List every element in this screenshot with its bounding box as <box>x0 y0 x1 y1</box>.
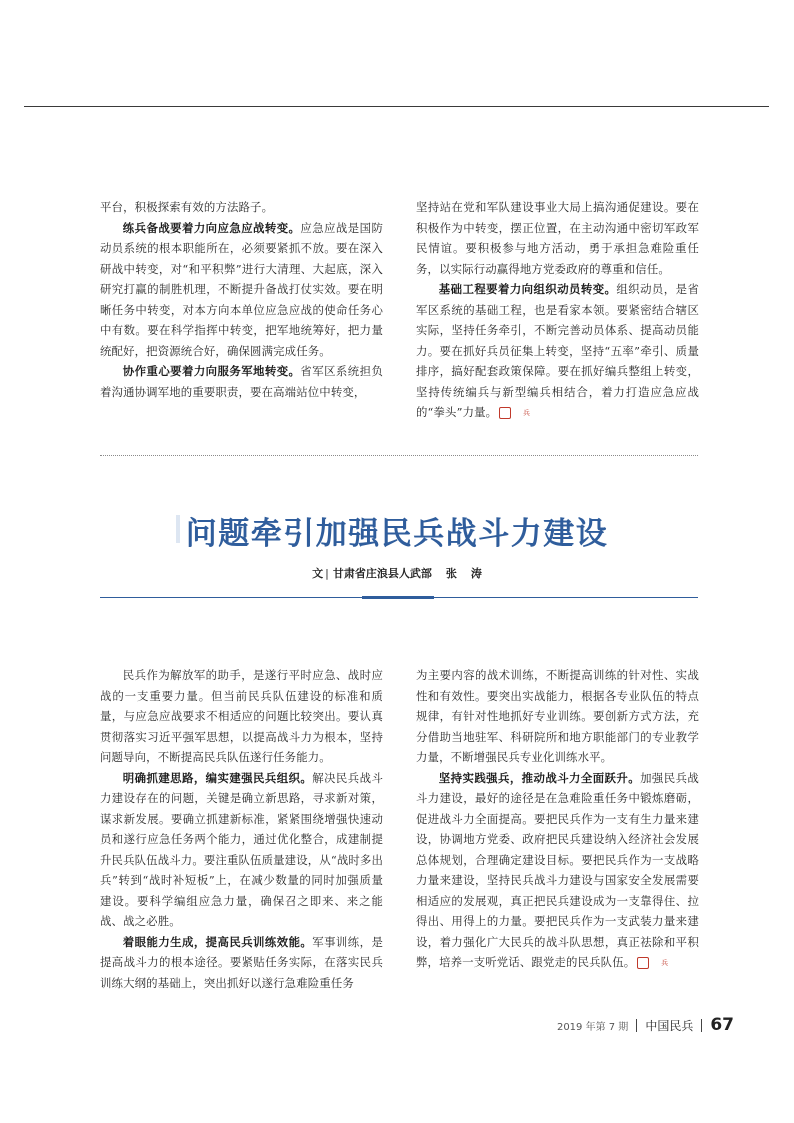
footer-divider <box>636 1019 637 1032</box>
upper-right-column <box>416 197 699 423</box>
section-heading: 坚持实践强兵，推动战斗力全面跃升。 <box>438 770 641 785</box>
byline-separator: | <box>325 567 329 580</box>
magazine-name: 中国民兵 <box>645 1018 694 1033</box>
article-left-column <box>100 665 383 993</box>
section-heading: 着眼能力生成，提高民兵训练效能。 <box>122 934 313 949</box>
upper-paragraph: 协作重心要着力向服务军地转变。省军区系统担负着沟通协调军地的重要职责，要在高端站位中转变， <box>100 364 383 399</box>
section-heading: 明确抓建思路，编实建强民兵组织。 <box>122 770 313 785</box>
end-mark-icon: 兵 <box>637 957 649 969</box>
article-right-column <box>416 665 699 973</box>
article-title: 问题牵引加强民兵战斗力建设 <box>185 516 609 552</box>
issue-label: 2019 年第 7 期 <box>556 1021 629 1033</box>
byline-author-family: 涛 <box>470 567 482 580</box>
byline-prefix: 文 <box>312 567 324 580</box>
section-heading: 基础工程要着力向组织动员转变。 <box>438 282 617 296</box>
section-heading: 练兵备战要着力向应急应战转变。 <box>122 220 301 235</box>
article-paragraph: 明确抓建思路，编实建强民兵组织。解决民兵战斗力建设存在的问题，关键是确立新思路，寻求新对策，谋求新发展。要确立抓建新标准，紧紧围绕增强快速动员和遂行应急任务两个能力，通过优化整合，成建制提升民兵队伍战斗力。要注重队伍质量建设，从“战时多出兵”转到“战时补短板”上，在减少数量的同时加强质量建设。要科学编组应急力量，确保召之即来、来之能战、战之必胜。 <box>100 770 383 928</box>
article-paragraph: 为主要内容的战术训练，不断提高训练的针对性、实战性和有效性。要突出实战能力，根据各专业队伍的特点规律，有针对性地抓好专业训练。要创新方式方法，充分借助当地驻军、科研院所和地方职能部门的专业教学力量，不断增强民兵专业化训练水平。 <box>416 668 699 764</box>
article-paragraph: 坚持实践强兵，推动战斗力全面跃升。加强民兵战斗力建设，最好的途径是在急难险重任务中锻炼磨砺，促进战斗力全面提高。要把民兵作为一支有生力量来建设，协调地方党委、政府把民兵建设纳入经济社会发展总体规划，合理确定建设目标。要把民兵作为一支战略力量来建设，坚持民兵战斗力建设与国家安全发展需要相适应的发展观，真正把民兵建设成为一支靠得住、拉得出、用得上的力量。要把民兵作为一支武装力量来建设，着力强化广大民兵的战斗队思想，真正祛除和平积弊，培养一支听党话、跟党走的民兵队伍。 兵 <box>416 770 699 969</box>
upper-left-column <box>100 197 383 402</box>
byline-org: 甘肃省庄浪县人武部 <box>332 567 432 580</box>
article-paragraph: 民兵作为解放军的助手，是遂行平时应急、战时应战的一支重要力量。但当前民兵队伍建设的标准和质量，与应急应战要求不相适应的问题比较突出。要认真贯彻落实习近平强军思想，以提高战斗力为根本，坚持问题导向，不断提高民兵队伍遂行任务能力。 <box>100 668 383 764</box>
upper-paragraph: 平台，积极探索有效的方法路子。 <box>100 200 274 214</box>
end-mark-icon: 兵 <box>499 407 511 419</box>
byline-author-given: 张 <box>445 567 457 580</box>
article-paragraph: 着眼能力生成，提高民兵训练效能。军事训练，是提高战斗力的根本途径。要紧贴任务实际，在落实民兵训练大纲的基础上，突出抓好以遂行急难险重任务 <box>100 934 383 990</box>
byline <box>0 565 794 581</box>
upper-paragraph: 坚持站在党和军队建设事业大局上搞沟通促建设。要在积极作为中转变，摆正位置，在主动沟通中密切军政军民情谊。要积极参与地方活动，勇于承担急难险重任务，以实际行动赢得地方党委政府的尊重和信任。 <box>416 200 699 276</box>
page-number: 67 <box>710 1015 734 1035</box>
upper-paragraph: 基础工程要着力向组织动员转变。组织动员，是省军区系统的基础工程，也是看家本领。要紧密结合辖区实际，坚持任务牵引，不断完善动员体系、提高动员能力。要在抓好兵员征集上转变，坚持“五率”牵引、质量排序，搞好配套政策保障。要在抓好编兵整组上转变，坚持传统编兵与新型编兵相结合，着力打造应急应战的“拳头”力量。 兵 <box>416 282 699 419</box>
footer-divider <box>701 1019 702 1032</box>
upper-paragraph: 练兵备战要着力向应急应战转变。应急应战是国防动员系统的根本职能所在，必须要紧抓不放。要在深入研战中转变，对“和平积弊”进行大清理、大起底，深入研究打赢的制胜机理，不断提升备战打仗实效。要在明晰任务中转变，对本方向本单位应急应战的使命任务心中有数。要在科学指挥中转变，把军地统筹好，把力量统配好，把资源统合好，确保圆满完成任务。 <box>100 220 383 358</box>
page-footer <box>557 1015 734 1035</box>
section-heading: 协作重心要着力向服务军地转变。 <box>122 364 301 378</box>
header-rule <box>24 106 769 107</box>
title-rule-accent <box>362 596 434 599</box>
section-divider <box>100 455 698 456</box>
